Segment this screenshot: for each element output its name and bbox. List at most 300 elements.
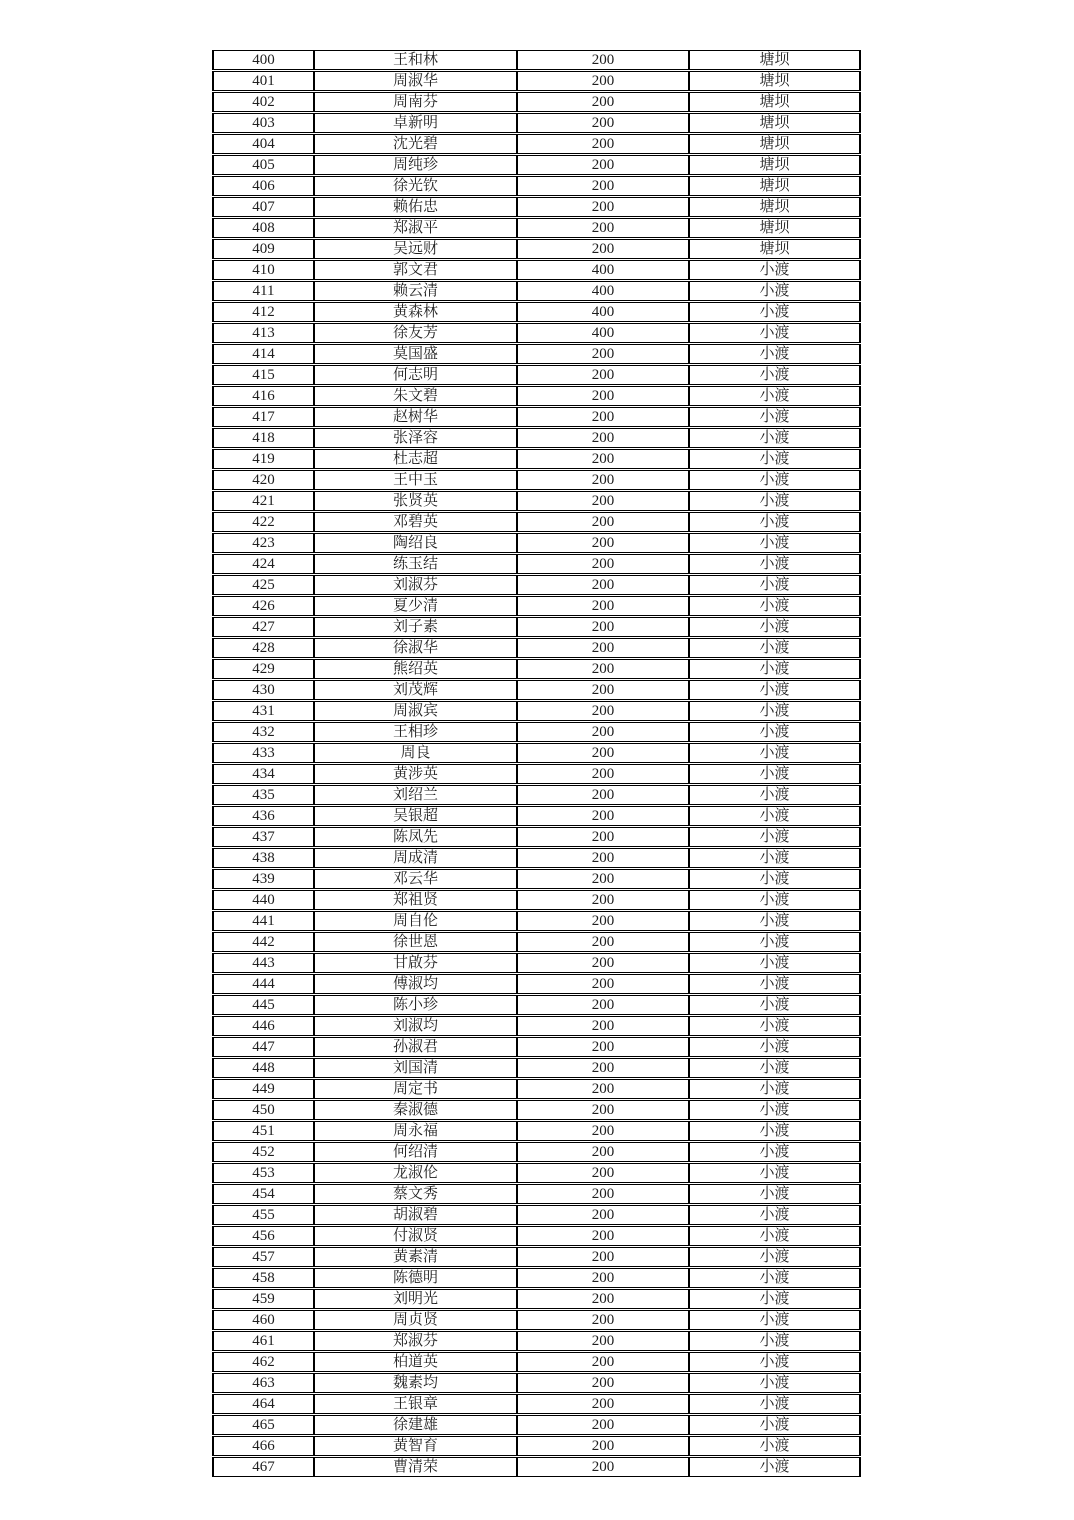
serial-cell: 455: [214, 1206, 315, 1224]
area-cell: 小渡: [759, 1437, 790, 1454]
name-cell: 郑淑芬: [315, 1332, 518, 1350]
area-cell: 小渡: [759, 408, 790, 425]
name-cell: 徐建雄: [315, 1416, 518, 1434]
amount-cell: 200: [518, 135, 690, 153]
area-cell: 小渡: [759, 1017, 790, 1034]
name-cell: 郭文君: [315, 261, 518, 279]
amount-cell: 400: [518, 282, 690, 300]
table-row: [212, 1016, 861, 1036]
name-cell: 王相珍: [315, 723, 518, 741]
amount-cell: 200: [518, 1269, 690, 1287]
name-cell: 沈光碧: [315, 135, 518, 153]
amount-cell: 200: [518, 198, 690, 216]
serial-cell: 463: [214, 1374, 315, 1392]
name-cell: 莫国盛: [315, 345, 518, 363]
table-row: [212, 1226, 861, 1246]
serial-cell: 443: [214, 954, 315, 972]
area-cell: 小渡: [759, 534, 790, 551]
table-row: [212, 239, 861, 259]
amount-cell: 200: [518, 1311, 690, 1329]
name-cell: 陈德明: [315, 1269, 518, 1287]
serial-cell: 420: [214, 471, 315, 489]
serial-cell: 423: [214, 534, 315, 552]
serial-cell: 431: [214, 702, 315, 720]
serial-cell: 450: [214, 1101, 315, 1119]
table-row: [212, 953, 861, 973]
name-cell: 刘绍兰: [315, 786, 518, 804]
table-row: [212, 1268, 861, 1288]
serial-cell: 425: [214, 576, 315, 594]
name-cell: 黄智育: [315, 1437, 518, 1455]
amount-cell: 200: [518, 786, 690, 804]
table-row: [212, 71, 861, 91]
amount-cell: 200: [518, 1248, 690, 1266]
amount-cell: 200: [518, 618, 690, 636]
area-cell: 塘坝: [759, 51, 790, 68]
serial-cell: 466: [214, 1437, 315, 1455]
name-cell: 卓新明: [315, 114, 518, 132]
amount-cell: 200: [518, 1101, 690, 1119]
table-row: [212, 890, 861, 910]
amount-cell: 200: [518, 1059, 690, 1077]
table-row: [212, 974, 861, 994]
name-cell: 周成清: [315, 849, 518, 867]
amount-cell: 200: [518, 240, 690, 258]
area-cell: 小渡: [759, 1416, 790, 1433]
area-cell: 小渡: [759, 576, 790, 593]
area-cell: 小渡: [759, 261, 790, 278]
area-cell: 小渡: [759, 597, 790, 614]
area-cell: 小渡: [759, 1185, 790, 1202]
area-cell: 小渡: [759, 387, 790, 404]
table-row: [212, 932, 861, 952]
amount-cell: 200: [518, 1164, 690, 1182]
amount-cell: 200: [518, 345, 690, 363]
area-cell: 小渡: [759, 870, 790, 887]
name-cell: 付淑贤: [315, 1227, 518, 1245]
area-cell: 塘坝: [759, 198, 790, 215]
name-cell: 张贤英: [315, 492, 518, 510]
area-cell: 小渡: [759, 1206, 790, 1223]
serial-cell: 453: [214, 1164, 315, 1182]
table-row: [212, 764, 861, 784]
name-cell: 周贞贤: [315, 1311, 518, 1329]
table-row: [212, 680, 861, 700]
name-cell: 周淑宾: [315, 702, 518, 720]
name-cell: 曹清荣: [315, 1458, 518, 1476]
serial-cell: 418: [214, 429, 315, 447]
serial-cell: 433: [214, 744, 315, 762]
serial-cell: 417: [214, 408, 315, 426]
name-cell: 胡淑碧: [315, 1206, 518, 1224]
table-row: [212, 50, 861, 70]
table-row: [212, 554, 861, 574]
area-cell: 小渡: [759, 996, 790, 1013]
name-cell: 何志明: [315, 366, 518, 384]
name-cell: 赖佑忠: [315, 198, 518, 216]
amount-cell: 200: [518, 912, 690, 930]
amount-cell: 200: [518, 1185, 690, 1203]
area-cell: 小渡: [759, 1458, 790, 1475]
area-cell: 小渡: [759, 345, 790, 362]
table-row: [212, 1142, 861, 1162]
table-row: [212, 1079, 861, 1099]
table-row: [212, 218, 861, 238]
table-row: [212, 1457, 861, 1477]
serial-cell: 410: [214, 261, 315, 279]
serial-cell: 449: [214, 1080, 315, 1098]
name-cell: 龙淑伦: [315, 1164, 518, 1182]
name-cell: 陈小珍: [315, 996, 518, 1014]
name-cell: 黄素清: [315, 1248, 518, 1266]
amount-cell: 200: [518, 1206, 690, 1224]
table-row: [212, 1310, 861, 1330]
amount-cell: 200: [518, 1395, 690, 1413]
area-cell: 小渡: [759, 1374, 790, 1391]
table-row: [212, 155, 861, 175]
amount-cell: 400: [518, 324, 690, 342]
table-row: [212, 848, 861, 868]
area-cell: 小渡: [759, 492, 790, 509]
name-cell: 刘国清: [315, 1059, 518, 1077]
area-cell: 小渡: [759, 702, 790, 719]
area-cell: 小渡: [759, 765, 790, 782]
amount-cell: 200: [518, 1416, 690, 1434]
amount-cell: 200: [518, 1290, 690, 1308]
amount-cell: 200: [518, 870, 690, 888]
area-cell: 小渡: [759, 681, 790, 698]
amount-cell: 200: [518, 114, 690, 132]
name-cell: 王和林: [315, 51, 518, 69]
serial-cell: 456: [214, 1227, 315, 1245]
name-cell: 吴远财: [315, 240, 518, 258]
table-row: [212, 449, 861, 469]
serial-cell: 435: [214, 786, 315, 804]
table-row: [212, 134, 861, 154]
area-cell: 小渡: [759, 1290, 790, 1307]
table-row: [212, 1415, 861, 1435]
amount-cell: 200: [518, 660, 690, 678]
name-cell: 邓碧英: [315, 513, 518, 531]
table-row: [212, 1205, 861, 1225]
table-row: [212, 281, 861, 301]
name-cell: 徐淑华: [315, 639, 518, 657]
area-cell: 小渡: [759, 912, 790, 929]
serial-cell: 432: [214, 723, 315, 741]
serial-cell: 437: [214, 828, 315, 846]
amount-cell: 200: [518, 849, 690, 867]
serial-cell: 402: [214, 93, 315, 111]
amount-cell: 200: [518, 933, 690, 951]
area-cell: 小渡: [759, 723, 790, 740]
area-cell: 小渡: [759, 1332, 790, 1349]
table-row: [212, 1163, 861, 1183]
name-cell: 周纯珍: [315, 156, 518, 174]
table-row: [212, 617, 861, 637]
name-cell: 王中玉: [315, 471, 518, 489]
name-cell: 周良: [315, 744, 518, 762]
serial-cell: 458: [214, 1269, 315, 1287]
area-cell: 小渡: [759, 660, 790, 677]
area-cell: 小渡: [759, 471, 790, 488]
area-cell: 小渡: [759, 1122, 790, 1139]
amount-cell: 200: [518, 450, 690, 468]
amount-cell: 200: [518, 765, 690, 783]
name-cell: 刘淑芬: [315, 576, 518, 594]
amount-cell: 200: [518, 1122, 690, 1140]
serial-cell: 403: [214, 114, 315, 132]
area-cell: 小渡: [759, 513, 790, 530]
amount-cell: 200: [518, 744, 690, 762]
table-row: [212, 1058, 861, 1078]
serial-cell: 445: [214, 996, 315, 1014]
serial-cell: 415: [214, 366, 315, 384]
table-row: [212, 1331, 861, 1351]
amount-cell: 200: [518, 177, 690, 195]
amount-cell: 200: [518, 429, 690, 447]
amount-cell: 200: [518, 366, 690, 384]
amount-cell: 200: [518, 681, 690, 699]
amount-cell: 200: [518, 1374, 690, 1392]
amount-cell: 200: [518, 72, 690, 90]
name-cell: 郑祖贤: [315, 891, 518, 909]
table-row: [212, 995, 861, 1015]
name-cell: 熊绍英: [315, 660, 518, 678]
name-cell: 甘啟芬: [315, 954, 518, 972]
area-cell: 小渡: [759, 1395, 790, 1412]
table-row: [212, 1352, 861, 1372]
amount-cell: 200: [518, 513, 690, 531]
name-cell: 赖云清: [315, 282, 518, 300]
area-cell: 小渡: [759, 1038, 790, 1055]
table-row: [212, 701, 861, 721]
serial-cell: 465: [214, 1416, 315, 1434]
area-cell: 小渡: [759, 450, 790, 467]
name-cell: 杜志超: [315, 450, 518, 468]
table-row: [212, 302, 861, 322]
serial-cell: 442: [214, 933, 315, 951]
table-row: [212, 323, 861, 343]
table-row: [212, 512, 861, 532]
amount-cell: 200: [518, 828, 690, 846]
amount-cell: 200: [518, 1017, 690, 1035]
area-cell: 小渡: [759, 975, 790, 992]
area-cell: 塘坝: [759, 219, 790, 236]
area-cell: 小渡: [759, 282, 790, 299]
serial-cell: 434: [214, 765, 315, 783]
amount-cell: 200: [518, 1143, 690, 1161]
area-cell: 小渡: [759, 786, 790, 803]
name-cell: 徐友芳: [315, 324, 518, 342]
amount-cell: 200: [518, 954, 690, 972]
amount-cell: 200: [518, 534, 690, 552]
serial-cell: 412: [214, 303, 315, 321]
amount-cell: 200: [518, 576, 690, 594]
area-cell: 小渡: [759, 828, 790, 845]
serial-cell: 446: [214, 1017, 315, 1035]
area-cell: 小渡: [759, 807, 790, 824]
amount-cell: 200: [518, 807, 690, 825]
area-cell: 小渡: [759, 366, 790, 383]
serial-cell: 447: [214, 1038, 315, 1056]
amount-cell: 200: [518, 1458, 690, 1476]
serial-cell: 439: [214, 870, 315, 888]
name-cell: 孙淑君: [315, 1038, 518, 1056]
name-cell: 赵树华: [315, 408, 518, 426]
serial-cell: 404: [214, 135, 315, 153]
serial-cell: 405: [214, 156, 315, 174]
amount-cell: 200: [518, 156, 690, 174]
serial-cell: 451: [214, 1122, 315, 1140]
table-row: [212, 470, 861, 490]
name-cell: 何绍清: [315, 1143, 518, 1161]
area-cell: 小渡: [759, 1143, 790, 1160]
area-cell: 小渡: [759, 1059, 790, 1076]
serial-cell: 424: [214, 555, 315, 573]
table-row: [212, 1121, 861, 1141]
table-row: [212, 911, 861, 931]
table-row: [212, 659, 861, 679]
serial-cell: 409: [214, 240, 315, 258]
roster-table: [212, 50, 861, 1478]
name-cell: 陶绍良: [315, 534, 518, 552]
name-cell: 练玉结: [315, 555, 518, 573]
area-cell: 小渡: [759, 744, 790, 761]
serial-cell: 416: [214, 387, 315, 405]
serial-cell: 460: [214, 1311, 315, 1329]
area-cell: 塘坝: [759, 135, 790, 152]
area-cell: 小渡: [759, 1353, 790, 1370]
table-row: [212, 1037, 861, 1057]
serial-cell: 421: [214, 492, 315, 510]
table-row: [212, 575, 861, 595]
amount-cell: 200: [518, 996, 690, 1014]
area-cell: 小渡: [759, 303, 790, 320]
amount-cell: 200: [518, 723, 690, 741]
serial-cell: 436: [214, 807, 315, 825]
serial-cell: 408: [214, 219, 315, 237]
serial-cell: 454: [214, 1185, 315, 1203]
name-cell: 邓云华: [315, 870, 518, 888]
serial-cell: 406: [214, 177, 315, 195]
area-cell: 塘坝: [759, 114, 790, 131]
amount-cell: 200: [518, 891, 690, 909]
name-cell: 张泽容: [315, 429, 518, 447]
table-row: [212, 386, 861, 406]
area-cell: 小渡: [759, 954, 790, 971]
name-cell: 朱文碧: [315, 387, 518, 405]
name-cell: 蔡文秀: [315, 1185, 518, 1203]
name-cell: 郑淑平: [315, 219, 518, 237]
table-row: [212, 1436, 861, 1456]
amount-cell: 200: [518, 975, 690, 993]
area-cell: 小渡: [759, 933, 790, 950]
amount-cell: 200: [518, 1437, 690, 1455]
name-cell: 周定书: [315, 1080, 518, 1098]
table-row: [212, 1247, 861, 1267]
name-cell: 刘茂辉: [315, 681, 518, 699]
table-row: [212, 407, 861, 427]
table-row: [212, 176, 861, 196]
amount-cell: 200: [518, 702, 690, 720]
name-cell: 刘子素: [315, 618, 518, 636]
name-cell: 傅淑均: [315, 975, 518, 993]
area-cell: 小渡: [759, 429, 790, 446]
serial-cell: 440: [214, 891, 315, 909]
serial-cell: 457: [214, 1248, 315, 1266]
table-row: [212, 827, 861, 847]
amount-cell: 400: [518, 261, 690, 279]
area-cell: 小渡: [759, 1311, 790, 1328]
amount-cell: 200: [518, 93, 690, 111]
name-cell: 柏道英: [315, 1353, 518, 1371]
name-cell: 秦淑德: [315, 1101, 518, 1119]
area-cell: 小渡: [759, 639, 790, 656]
serial-cell: 419: [214, 450, 315, 468]
amount-cell: 200: [518, 1038, 690, 1056]
amount-cell: 200: [518, 219, 690, 237]
amount-cell: 200: [518, 555, 690, 573]
serial-cell: 461: [214, 1332, 315, 1350]
name-cell: 刘明光: [315, 1290, 518, 1308]
area-cell: 小渡: [759, 849, 790, 866]
name-cell: 夏少清: [315, 597, 518, 615]
area-cell: 小渡: [759, 1164, 790, 1181]
serial-cell: 429: [214, 660, 315, 678]
serial-cell: 464: [214, 1395, 315, 1413]
name-cell: 周淑华: [315, 72, 518, 90]
table-row: [212, 806, 861, 826]
amount-cell: 200: [518, 597, 690, 615]
table-row: [212, 113, 861, 133]
serial-cell: 427: [214, 618, 315, 636]
amount-cell: 400: [518, 303, 690, 321]
table-row: [212, 638, 861, 658]
table-row: [212, 743, 861, 763]
serial-cell: 407: [214, 198, 315, 216]
area-cell: 小渡: [759, 1269, 790, 1286]
table-row: [212, 197, 861, 217]
serial-cell: 462: [214, 1353, 315, 1371]
amount-cell: 200: [518, 1227, 690, 1245]
amount-cell: 200: [518, 51, 690, 69]
serial-cell: 413: [214, 324, 315, 342]
area-cell: 塘坝: [759, 240, 790, 257]
serial-cell: 426: [214, 597, 315, 615]
table-row: [212, 533, 861, 553]
name-cell: 徐光钦: [315, 177, 518, 195]
area-cell: 塘坝: [759, 177, 790, 194]
area-cell: 塘坝: [759, 156, 790, 173]
area-cell: 小渡: [759, 1101, 790, 1118]
serial-cell: 430: [214, 681, 315, 699]
table-row: [212, 344, 861, 364]
area-cell: 小渡: [759, 1227, 790, 1244]
serial-cell: 438: [214, 849, 315, 867]
amount-cell: 200: [518, 492, 690, 510]
table-row: [212, 596, 861, 616]
table-row: [212, 785, 861, 805]
serial-cell: 422: [214, 513, 315, 531]
name-cell: 吴银超: [315, 807, 518, 825]
table-row: [212, 1289, 861, 1309]
name-cell: 黄涉英: [315, 765, 518, 783]
table-row: [212, 428, 861, 448]
amount-cell: 200: [518, 1080, 690, 1098]
name-cell: 陈凤先: [315, 828, 518, 846]
amount-cell: 200: [518, 471, 690, 489]
area-cell: 小渡: [759, 618, 790, 635]
